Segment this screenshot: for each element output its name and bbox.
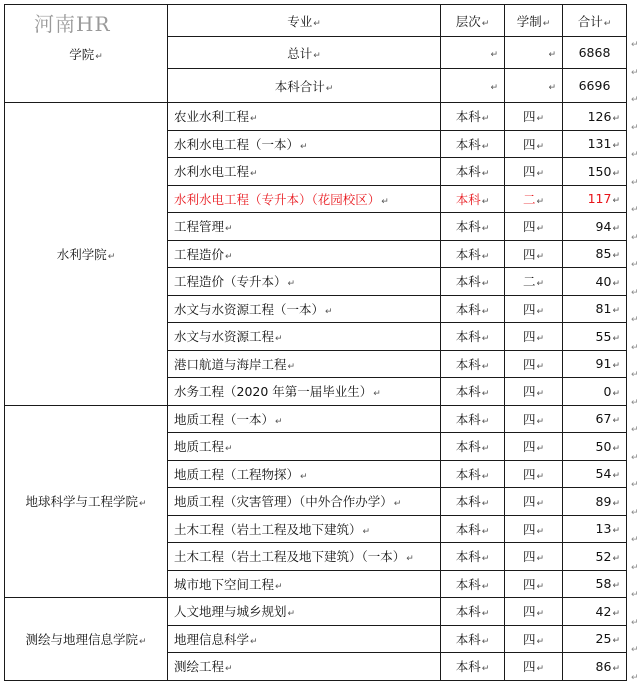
major-name-cell	[168, 405, 441, 433]
header-major: 专业 ↵	[287, 14, 321, 29]
major-name-cell	[168, 323, 441, 351]
level-value: 本科 ↵	[456, 164, 490, 179]
level-value: 本科 ↵	[456, 247, 490, 262]
paragraph-mark-icon: ↵	[631, 452, 639, 463]
count-value-cell	[563, 598, 627, 626]
years-value: 四 ↵	[523, 549, 544, 564]
major-name-cell	[168, 488, 441, 516]
level-value-cell	[441, 103, 505, 131]
major-name: 水文与水资源工程（一本） ↵	[174, 302, 333, 317]
major-name-cell	[168, 295, 441, 323]
header-major-cell	[168, 5, 441, 37]
level-value: 本科 ↵	[456, 412, 490, 427]
header-years: 学制 ↵	[517, 14, 551, 29]
level-value-cell	[441, 130, 505, 158]
major-name-cell	[168, 378, 441, 406]
watermark-logo-text: 河南HR	[34, 12, 111, 36]
ug-total-value: 6696	[578, 78, 611, 93]
header-college-cell	[5, 5, 168, 103]
years-value: 四 ↵	[523, 329, 544, 344]
years-value-cell	[505, 543, 563, 571]
header-years-cell	[505, 5, 563, 37]
major-name-cell	[168, 570, 441, 598]
count-value-cell	[563, 103, 627, 131]
years-value: 四 ↵	[523, 137, 544, 152]
level-value-cell	[441, 185, 505, 213]
level-value: 本科 ↵	[456, 494, 490, 509]
count-value: 131 ↵	[588, 136, 620, 151]
major-name: 水利水电工程（一本） ↵	[174, 137, 308, 152]
years-value-cell	[505, 405, 563, 433]
years-value-cell	[505, 158, 563, 186]
count-value: 42 ↵	[596, 604, 620, 619]
total-label-cell	[168, 37, 441, 69]
college-name: 地球科学与工程学院 ↵	[25, 494, 146, 509]
count-value: 67 ↵	[596, 411, 620, 426]
major-name: 城市地下空间工程 ↵	[174, 577, 283, 592]
level-value: 本科 ↵	[456, 302, 490, 317]
years-value-cell	[505, 130, 563, 158]
level-value: 本科 ↵	[456, 632, 490, 647]
paragraph-mark-icon: ↵	[631, 315, 639, 325]
level-value-cell	[441, 323, 505, 351]
level-value-cell	[441, 378, 505, 406]
years-value: 四 ↵	[523, 467, 544, 482]
major-name: 水利水电工程（专升本）（花园校区） ↵	[174, 192, 389, 207]
years-value: 四 ↵	[523, 384, 544, 399]
paragraph-mark-icon: ↵	[631, 617, 639, 628]
paragraph-mark-icon: ↵	[631, 425, 639, 435]
enrollment-table	[4, 4, 627, 681]
header-count: 合计 ↵	[578, 14, 612, 29]
years-value-cell	[505, 295, 563, 323]
count-value: 91 ↵	[596, 356, 620, 371]
ug-level-cell	[441, 69, 505, 103]
header-level-cell	[441, 5, 505, 37]
count-value-cell	[563, 515, 627, 543]
major-name: 工程管理 ↵	[174, 219, 233, 234]
count-value: 54 ↵	[596, 466, 620, 481]
years-value-cell	[505, 598, 563, 626]
major-name-cell	[168, 103, 441, 131]
years-value: 四 ↵	[523, 522, 544, 537]
paragraph-mark-icon: ↵	[631, 67, 639, 78]
years-value: 四 ↵	[523, 659, 544, 674]
major-name-cell	[168, 625, 441, 653]
major-name: 农业水利工程 ↵	[174, 109, 258, 124]
college-name: 测绘与地理信息学院 ↵	[25, 632, 146, 647]
paragraph-mark-icon: ↵	[631, 672, 639, 683]
count-value: 50 ↵	[596, 439, 620, 454]
major-name-cell	[168, 185, 441, 213]
major-name: 港口航道与海岸工程 ↵	[174, 357, 295, 372]
count-value-cell	[563, 653, 627, 681]
level-value-cell	[441, 213, 505, 241]
level-value-cell	[441, 433, 505, 461]
major-name: 地质工程 ↵	[174, 439, 233, 454]
major-name-cell	[168, 460, 441, 488]
paragraph-mark-icon: ↵	[631, 342, 639, 353]
count-value-cell	[563, 130, 627, 158]
level-value-cell	[441, 625, 505, 653]
count-value-cell	[563, 405, 627, 433]
total-label: 总计 ↵	[287, 46, 321, 61]
years-value-cell	[505, 653, 563, 681]
count-value-cell	[563, 213, 627, 241]
header-college: 学院 ↵	[69, 47, 103, 62]
years-value-cell	[505, 515, 563, 543]
paragraph-mark-icon: ↵	[631, 205, 639, 215]
years-value: 四 ↵	[523, 219, 544, 234]
years-value: 四 ↵	[523, 604, 544, 619]
count-value: 117 ↵	[588, 191, 620, 206]
ug-value-cell	[563, 69, 627, 103]
major-name-cell	[168, 158, 441, 186]
college-cell	[5, 598, 168, 681]
count-value: 25 ↵	[596, 631, 620, 646]
major-name: 地质工程（灾害管理）（中外合作办学） ↵	[174, 494, 401, 509]
major-name: 水文与水资源工程 ↵	[174, 329, 283, 344]
level-value: 本科 ↵	[456, 357, 490, 372]
paragraph-mark-icon: ↵	[631, 562, 639, 573]
count-value-cell	[563, 185, 627, 213]
years-value-cell	[505, 433, 563, 461]
paragraph-mark-icon: ↵	[631, 177, 639, 188]
paragraph-mark-icon: ↵	[631, 95, 639, 105]
major-name: 地理信息科学 ↵	[174, 632, 258, 647]
count-value-cell	[563, 240, 627, 268]
years-value: 四 ↵	[523, 357, 544, 372]
college-name: 水利学院 ↵	[57, 247, 116, 262]
years-value-cell	[505, 488, 563, 516]
total-value: 6868	[578, 45, 611, 60]
major-name: 测绘工程 ↵	[174, 659, 233, 674]
major-name-cell	[168, 653, 441, 681]
major-name-cell	[168, 130, 441, 158]
count-value: 85 ↵	[596, 246, 620, 261]
header-row	[5, 5, 627, 37]
major-name-cell	[168, 240, 441, 268]
paragraph-mark-icon: ↵	[631, 232, 639, 243]
total-level-cell	[441, 37, 505, 69]
years-value-cell	[505, 185, 563, 213]
count-value: 0 ↵	[604, 384, 621, 399]
years-value-cell	[505, 350, 563, 378]
major-name-cell	[168, 350, 441, 378]
level-value: 本科 ↵	[456, 192, 490, 207]
count-value: 52 ↵	[596, 549, 620, 564]
major-name-cell	[168, 213, 441, 241]
count-value: 86 ↵	[596, 659, 620, 674]
level-value: 本科 ↵	[456, 274, 490, 289]
level-value-cell	[441, 515, 505, 543]
level-value: 本科 ↵	[456, 659, 490, 674]
count-value-cell	[563, 350, 627, 378]
count-value: 94 ↵	[596, 219, 620, 234]
ug-label-cell	[168, 69, 441, 103]
level-value: 本科 ↵	[456, 219, 490, 234]
major-name-cell	[168, 433, 441, 461]
count-value: 81 ↵	[596, 301, 620, 316]
major-name: 地质工程（一本） ↵	[174, 412, 283, 427]
count-value-cell	[563, 433, 627, 461]
years-value: 四 ↵	[523, 439, 544, 454]
count-value: 55 ↵	[596, 329, 620, 344]
years-value-cell	[505, 268, 563, 296]
major-name: 工程造价（专升本） ↵	[174, 274, 295, 289]
count-value: 58 ↵	[596, 576, 620, 591]
header-count-cell	[563, 5, 627, 37]
years-value: 四 ↵	[523, 494, 544, 509]
major-name: 土木工程（岩土工程及地下建筑）（一本） ↵	[174, 549, 414, 564]
paragraph-mark-icon: ↵	[631, 397, 639, 408]
count-value-cell	[563, 460, 627, 488]
level-value-cell	[441, 488, 505, 516]
right-margin-ticks	[628, 0, 639, 687]
years-value: 四 ↵	[523, 412, 544, 427]
years-value: 四 ↵	[523, 164, 544, 179]
paragraph-mark-icon: ↵	[631, 150, 639, 160]
years-value-cell	[505, 378, 563, 406]
major-name: 水利水电工程 ↵	[174, 164, 258, 179]
major-name: 地质工程（工程物探） ↵	[174, 467, 308, 482]
total-value-cell	[563, 37, 627, 69]
level-value-cell	[441, 158, 505, 186]
level-value-cell	[441, 350, 505, 378]
table-row	[5, 598, 627, 626]
paragraph-mark-icon: ↵	[631, 507, 639, 518]
level-value: 本科 ↵	[456, 522, 490, 537]
major-name-cell	[168, 598, 441, 626]
count-value: 126 ↵	[588, 109, 620, 124]
count-value-cell	[563, 378, 627, 406]
level-value: 本科 ↵	[456, 439, 490, 454]
level-value-cell	[441, 295, 505, 323]
paragraph-mark-icon: ↵	[631, 122, 639, 133]
level-value: 本科 ↵	[456, 137, 490, 152]
count-value: 89 ↵	[596, 494, 620, 509]
paragraph-mark-icon: ↵	[631, 590, 639, 600]
years-value-cell	[505, 625, 563, 653]
years-value: 四 ↵	[523, 247, 544, 262]
major-name: 水务工程（2020 年第一届毕业生） ↵	[174, 384, 381, 399]
years-value-cell	[505, 103, 563, 131]
level-value: 本科 ↵	[456, 577, 490, 592]
level-value-cell	[441, 240, 505, 268]
years-value: 四 ↵	[523, 632, 544, 647]
paragraph-mark-icon: ↵	[631, 370, 639, 380]
major-name: 工程造价 ↵	[174, 247, 233, 262]
paragraph-mark-icon: ↵	[631, 260, 639, 270]
count-value: 40 ↵	[596, 274, 620, 289]
ug-years-cell	[505, 69, 563, 103]
level-value-cell	[441, 405, 505, 433]
years-value: 二 ↵	[523, 274, 544, 289]
level-value-cell	[441, 570, 505, 598]
paragraph-mark-icon: ↵	[631, 645, 639, 655]
level-value: 本科 ↵	[456, 109, 490, 124]
paragraph-mark-icon: ↵	[631, 287, 639, 298]
count-value: 13 ↵	[596, 521, 620, 536]
years-value: 四 ↵	[523, 302, 544, 317]
count-value-cell	[563, 488, 627, 516]
total-years-cell	[505, 37, 563, 69]
major-name-cell	[168, 515, 441, 543]
years-value-cell	[505, 460, 563, 488]
count-value-cell	[563, 323, 627, 351]
years-value-cell	[505, 240, 563, 268]
count-value-cell	[563, 625, 627, 653]
level-value: 本科 ↵	[456, 384, 490, 399]
level-value-cell	[441, 653, 505, 681]
level-value: 本科 ↵	[456, 549, 490, 564]
years-value-cell	[505, 570, 563, 598]
count-value-cell	[563, 543, 627, 571]
level-value: 本科 ↵	[456, 604, 490, 619]
college-cell	[5, 405, 168, 598]
level-value-cell	[441, 543, 505, 571]
years-value: 四 ↵	[523, 109, 544, 124]
paragraph-mark-icon: ↵	[631, 535, 639, 545]
level-value: 本科 ↵	[456, 329, 490, 344]
college-cell	[5, 103, 168, 406]
table-row	[5, 103, 627, 131]
count-value: 150 ↵	[588, 164, 620, 179]
major-name: 人文地理与城乡规划 ↵	[174, 604, 295, 619]
years-value-cell	[505, 323, 563, 351]
paragraph-mark-icon: ↵	[631, 40, 639, 50]
years-value: 二 ↵	[523, 192, 544, 207]
major-name-cell	[168, 268, 441, 296]
count-value-cell	[563, 570, 627, 598]
table-row	[5, 405, 627, 433]
count-value-cell	[563, 268, 627, 296]
years-value-cell	[505, 213, 563, 241]
major-name-cell	[168, 543, 441, 571]
level-value-cell	[441, 268, 505, 296]
level-value-cell	[441, 598, 505, 626]
count-value-cell	[563, 295, 627, 323]
major-name: 土木工程（岩土工程及地下建筑） ↵	[174, 522, 370, 537]
header-level: 层次 ↵	[456, 14, 490, 29]
level-value-cell	[441, 460, 505, 488]
years-value: 四 ↵	[523, 577, 544, 592]
level-value: 本科 ↵	[456, 467, 490, 482]
ug-total-label: 本科合计 ↵	[275, 79, 334, 94]
paragraph-mark-icon: ↵	[631, 480, 639, 490]
count-value-cell	[563, 158, 627, 186]
